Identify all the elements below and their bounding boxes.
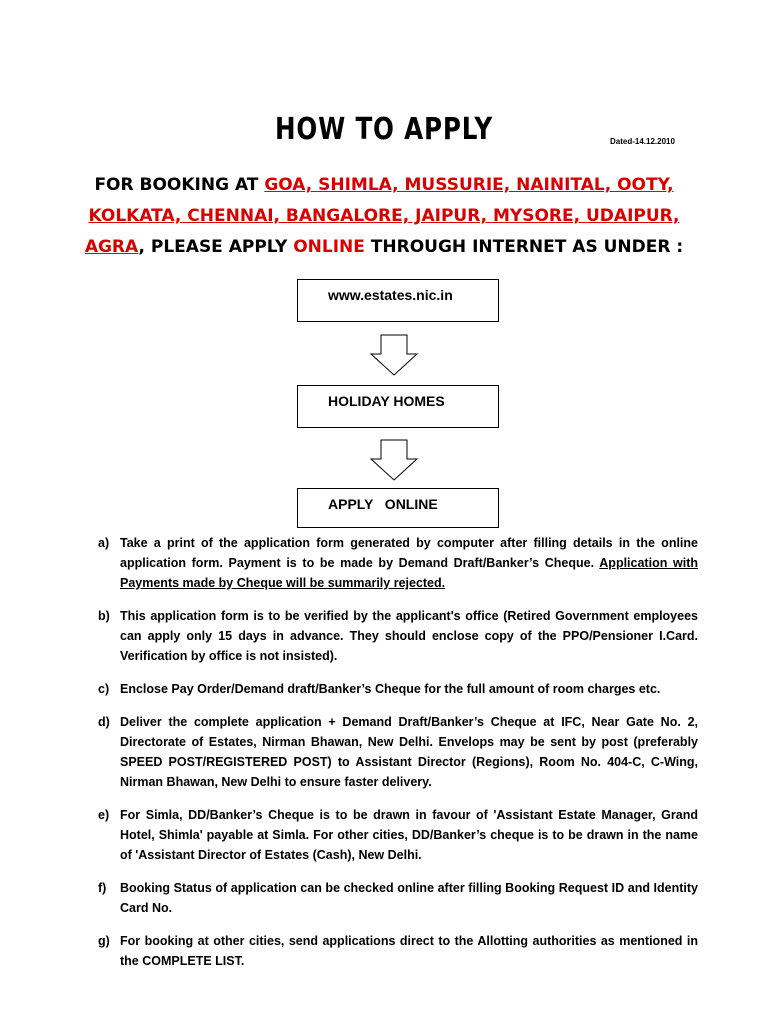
item-marker: b) bbox=[98, 609, 110, 623]
down-arrow-icon bbox=[369, 334, 419, 376]
online-word: ONLINE bbox=[293, 237, 365, 257]
down-arrow-icon bbox=[369, 439, 419, 481]
item-marker: d) bbox=[98, 715, 110, 729]
item-text: For booking at other cities, send applications direct to the Allotting authorities as mentioned in the COMPLETE LIST. bbox=[120, 934, 698, 968]
item-marker: e) bbox=[98, 808, 110, 822]
city-agra: AGRA bbox=[84, 237, 139, 257]
item-text: For Simla, DD/Banker’s Cheque is to be drawn in favour of 'Assistant Estate Manager, Grand Hotel, Shimla' payable at Simla. For other cities, DD/Banker’s cheque is to be drawn in the name of 'Assistant Director of Estates (Cash), New Delhi. bbox=[120, 808, 698, 862]
heading-prefix: FOR BOOKING AT bbox=[94, 175, 265, 195]
instructions-list bbox=[98, 533, 698, 984]
holiday-homes-box bbox=[297, 385, 499, 428]
item-marker: g) bbox=[98, 934, 110, 948]
item-marker: f) bbox=[98, 881, 107, 895]
item-text: Deliver the complete application + Demand Draft/Banker’s Cheque at IFC, Near Gate No. 2, Directorate of Estates, Nirman Bhawan, New Delhi. Envelops may be sent by post (preferably SPEED POST/REGISTERED POST) to Assistant Director (Regions), Room No. 404-C, C-Wing, Nirman Bhawan, New Delhi to ensure faster delivery. bbox=[120, 715, 698, 789]
website-box bbox=[297, 279, 499, 322]
apply-online-label: APPLY ONLINE bbox=[328, 496, 438, 512]
website-link[interactable]: www.estates.nic.in bbox=[328, 287, 453, 303]
list-item bbox=[98, 931, 698, 971]
dated-label: Dated-14.12.2010 bbox=[610, 137, 675, 146]
holiday-homes-label: HOLIDAY HOMES bbox=[328, 393, 445, 409]
heading-suffix: THROUGH INTERNET AS UNDER : bbox=[364, 237, 684, 257]
list-item bbox=[98, 533, 698, 593]
cities-line-1: GOA, SHIMLA, MUSSURIE, NAINITAL, OOTY, bbox=[264, 175, 674, 195]
item-emphasis: Application with Payments made by Cheque will be summarily rejected. bbox=[120, 556, 698, 590]
heading-middle: , PLEASE APPLY bbox=[138, 237, 294, 257]
list-item bbox=[98, 679, 698, 699]
item-marker: c) bbox=[98, 682, 110, 696]
item-text: Enclose Pay Order/Demand draft/Banker’s Cheque for the full amount of room charges etc. bbox=[120, 682, 661, 696]
booking-heading bbox=[60, 170, 708, 263]
item-text: This application form is to be verified by the applicant's office (Retired Government employees can apply only 15 days in advance. They should enclose copy of the PPO/Pensioner I.Card. Verification by office is not insisted). bbox=[120, 609, 698, 663]
list-item bbox=[98, 606, 698, 666]
list-item bbox=[98, 878, 698, 918]
item-text: Booking Status of application can be checked online after filling Booking Request ID and Identity Card No. bbox=[120, 881, 698, 915]
page-title: HOW TO APPLY bbox=[274, 112, 494, 147]
list-item bbox=[98, 712, 698, 792]
list-item bbox=[98, 805, 698, 865]
item-marker: a) bbox=[98, 536, 110, 550]
apply-online-box bbox=[297, 488, 499, 528]
cities-line-2: KOLKATA, CHENNAI, BANGALORE, JAIPUR, MYSORE, UDAIPUR, bbox=[88, 206, 680, 226]
item-text: Take a print of the application form generated by computer after filling details in the online application form. Payment is to be made by Demand Draft/Banker’s Cheque. bbox=[120, 536, 698, 570]
